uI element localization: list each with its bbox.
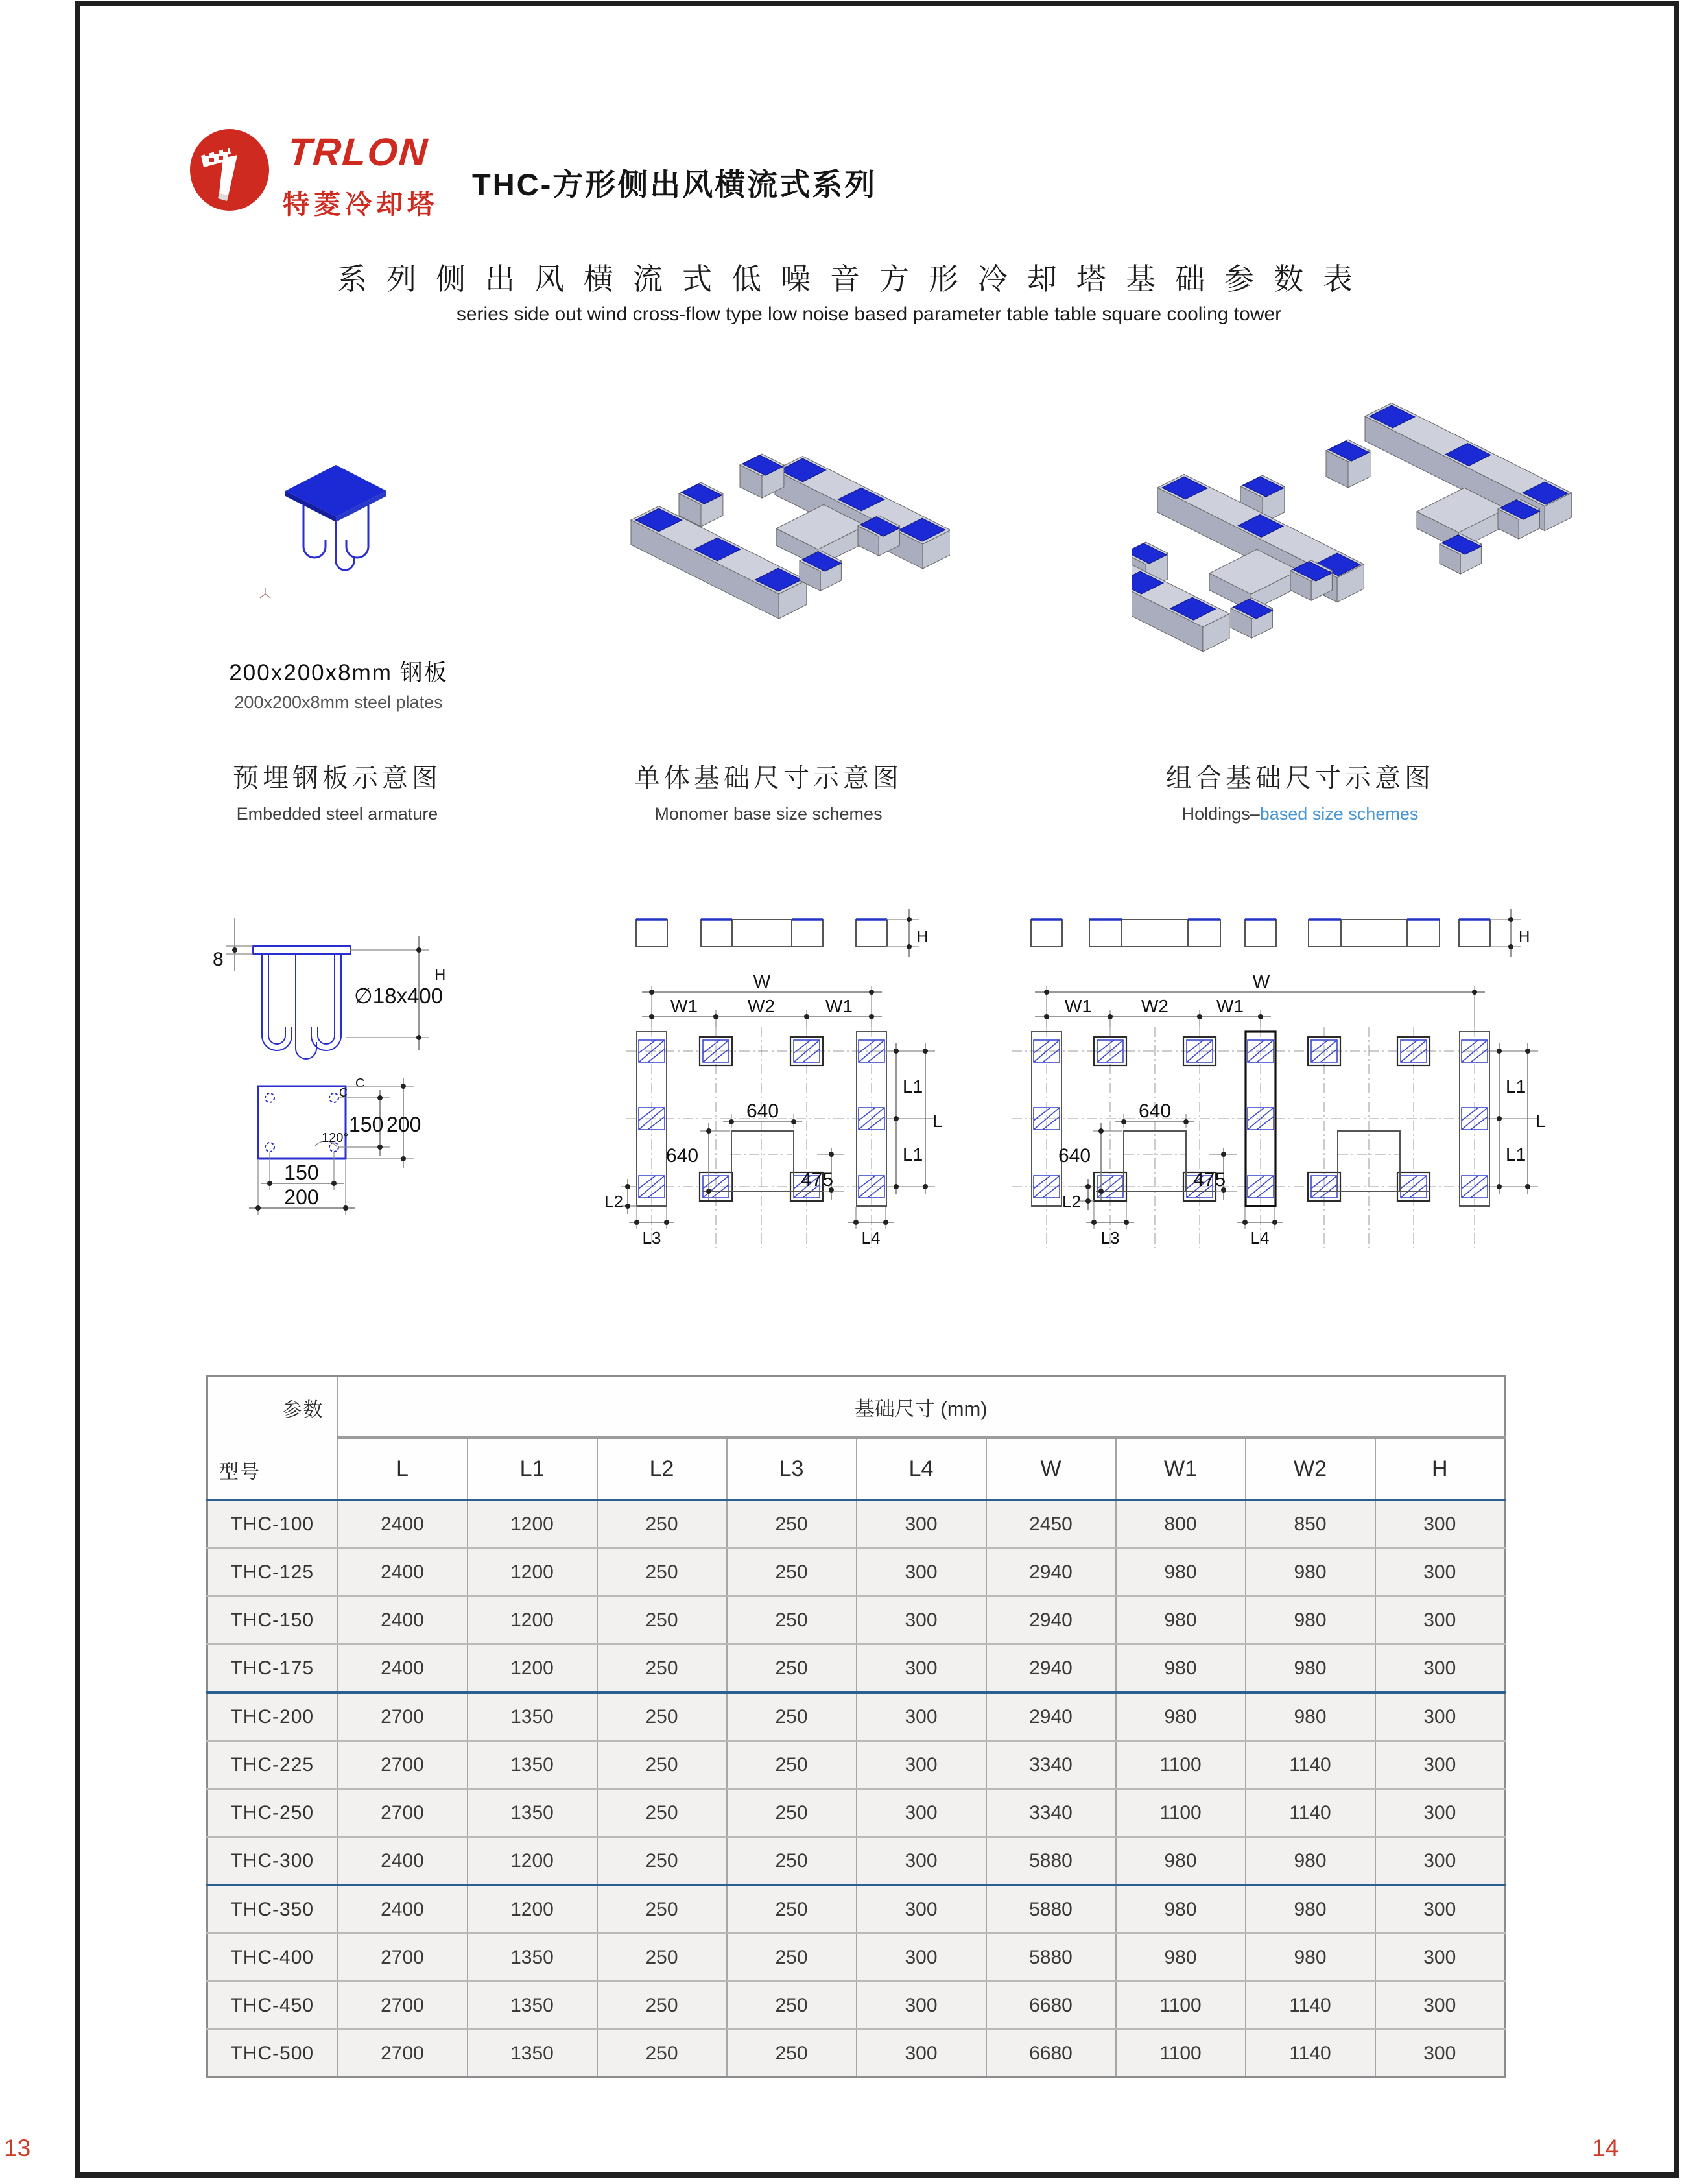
value-cell: 1350 <box>468 1692 597 1741</box>
value-cell: 1200 <box>468 1549 597 1596</box>
dim-w1-right: W1 <box>1216 996 1244 1016</box>
corner-label-model: 型号 <box>219 1462 261 1483</box>
value-cell: 1100 <box>1116 1789 1246 1837</box>
value-cell: 3340 <box>986 1741 1116 1789</box>
col-header-W2: W2 <box>1246 1438 1375 1500</box>
value-cell: 300 <box>1375 1789 1505 1837</box>
value-cell: 300 <box>1375 1837 1505 1886</box>
value-cell: 250 <box>597 1789 727 1837</box>
combo-plan-dimensions <box>1035 909 1546 1248</box>
model-cell: THC-225 <box>207 1741 338 1789</box>
dim-strip-h: H <box>917 928 929 945</box>
value-cell: 250 <box>727 1644 857 1693</box>
value-cell: 1200 <box>468 1837 597 1886</box>
dim-l1-lower: L1 <box>1506 1145 1526 1165</box>
value-cell: 2400 <box>338 1837 468 1886</box>
value-cell: 2400 <box>338 1644 468 1693</box>
value-cell: 980 <box>1116 1596 1246 1644</box>
monomer-base-isometric <box>613 418 950 626</box>
col-header-L: L <box>338 1438 468 1500</box>
dim-475: 475 <box>800 1169 834 1191</box>
brand-text: TRLON <box>286 130 430 174</box>
value-cell: 1200 <box>468 1644 597 1693</box>
value-cell: 2400 <box>338 1885 468 1934</box>
value-cell: 300 <box>1375 2030 1505 2078</box>
value-cell: 2700 <box>338 1741 468 1789</box>
value-cell: 1350 <box>468 1789 597 1837</box>
dim-w: W <box>1252 971 1270 991</box>
iso-block <box>631 506 807 619</box>
value-cell: 980 <box>1116 1837 1246 1886</box>
dim-side-200: 200 <box>386 1113 421 1136</box>
value-cell: 1140 <box>1246 1982 1375 2030</box>
model-cell: THC-450 <box>207 1982 338 2030</box>
combined-base-plan-drawing <box>992 895 1589 1258</box>
mono-figure-label-en: Monomer base size schemes <box>654 804 883 824</box>
value-cell: 2400 <box>338 1549 468 1596</box>
plate-figure-label-cn: 预埋钢板示意图 <box>233 764 442 792</box>
value-cell: 250 <box>597 1692 727 1741</box>
value-cell: 1200 <box>468 1885 597 1934</box>
value-cell: 5880 <box>986 1885 1116 1934</box>
value-cell: 300 <box>857 1692 986 1741</box>
table-column-header-row <box>207 1438 1505 1500</box>
page-number-right: 14 <box>1592 2135 1619 2161</box>
value-cell: 250 <box>727 1692 857 1741</box>
value-cell: 300 <box>857 1596 986 1644</box>
table-row <box>207 1885 1505 1934</box>
value-cell: 850 <box>1246 1500 1375 1549</box>
value-cell: 6680 <box>986 2030 1116 2078</box>
dim-w1-left: W1 <box>1065 996 1092 1016</box>
dim-l3: L3 <box>642 1228 661 1248</box>
value-cell: 300 <box>857 1644 986 1693</box>
value-cell: 980 <box>1246 1549 1375 1596</box>
value-cell: 300 <box>1375 1885 1505 1934</box>
weld-c1: C <box>355 1076 365 1091</box>
value-cell: 2940 <box>986 1549 1116 1596</box>
value-cell: 2400 <box>338 1500 468 1549</box>
value-cell: 3340 <box>986 1789 1116 1837</box>
mono-plan-dimensions <box>604 909 943 1248</box>
dim-w1-left: W1 <box>670 996 698 1016</box>
value-cell: 300 <box>857 1982 986 2030</box>
value-cell: 980 <box>1246 1644 1375 1693</box>
embedded-plate-detail-drawing <box>188 898 512 1287</box>
value-cell: 1100 <box>1116 2030 1246 2078</box>
col-header-W1: W1 <box>1116 1438 1246 1500</box>
dim-l2: L2 <box>1062 1192 1081 1211</box>
model-cell: THC-250 <box>207 1789 338 1837</box>
value-cell: 250 <box>597 1934 727 1982</box>
model-cell: THC-500 <box>207 2030 338 2078</box>
model-cell: THC-125 <box>207 1549 338 1596</box>
value-cell: 1140 <box>1246 1741 1375 1789</box>
value-cell: 1350 <box>468 1982 597 2030</box>
value-cell: 980 <box>1246 1837 1375 1886</box>
value-cell: 2700 <box>338 1692 468 1741</box>
col-header-L1: L1 <box>468 1438 597 1500</box>
combined-base-isometric <box>1132 379 1585 652</box>
value-cell: 250 <box>727 1982 857 2030</box>
value-cell: 250 <box>597 1549 727 1596</box>
dim-bottom-150: 150 <box>284 1161 319 1184</box>
table-row <box>207 1549 1505 1596</box>
table-row <box>207 1837 1505 1886</box>
value-cell: 250 <box>727 2030 857 2078</box>
value-cell: 250 <box>597 2030 727 2078</box>
value-cell: 980 <box>1246 1596 1375 1644</box>
value-cell: 1140 <box>1246 2030 1375 2078</box>
dim-475: 475 <box>1192 1169 1226 1191</box>
dim-w1-right: W1 <box>825 996 853 1016</box>
value-cell: 300 <box>1375 1549 1505 1596</box>
value-cell: 250 <box>597 1596 727 1644</box>
value-cell: 300 <box>1375 1741 1505 1789</box>
dim-l1-upper: L1 <box>1506 1076 1526 1097</box>
value-cell: 250 <box>597 1837 727 1886</box>
value-cell: 300 <box>857 1837 986 1886</box>
dim-l: L <box>1536 1111 1546 1131</box>
value-cell: 300 <box>857 1789 986 1837</box>
value-cell: 250 <box>727 1789 857 1837</box>
value-cell: 250 <box>597 1644 727 1693</box>
dim-w2: W2 <box>1141 996 1168 1016</box>
value-cell: 980 <box>1116 1644 1246 1693</box>
value-cell: 250 <box>597 1885 727 1934</box>
value-cell: 300 <box>857 1549 986 1596</box>
corner-label-parameter: 参数 <box>282 1399 324 1421</box>
monomer-base-plan-drawing <box>603 895 966 1258</box>
value-cell: 300 <box>1375 1982 1505 2030</box>
value-cell: 250 <box>727 1500 857 1549</box>
value-cell: 1350 <box>468 2030 597 2078</box>
value-cell: 2940 <box>986 1692 1116 1741</box>
series-subtitle-en: series side out wind cross-flow type low noise based parameter table table square cooling tower <box>456 303 1282 325</box>
model-cell: THC-200 <box>207 1692 338 1741</box>
plate-figure-label-en: Embedded steel armature <box>236 804 438 824</box>
value-cell: 2450 <box>986 1500 1116 1549</box>
value-cell: 980 <box>1246 1885 1375 1934</box>
dim-l3: L3 <box>1100 1228 1120 1248</box>
dim-l4: L4 <box>861 1228 881 1248</box>
dim-l1-upper: L1 <box>903 1076 923 1097</box>
value-cell: 250 <box>727 1741 857 1789</box>
model-cell: THC-150 <box>207 1596 338 1644</box>
dim-l2: L2 <box>604 1192 623 1211</box>
dim-anchor: ∅18x400 <box>354 984 444 1008</box>
model-cell: THC-175 <box>207 1644 338 1693</box>
value-cell: 2700 <box>338 1982 468 2030</box>
dim-640-left: 640 <box>1058 1145 1091 1167</box>
dim-8: 8 <box>213 949 224 970</box>
dim-l1-lower: L1 <box>903 1145 923 1165</box>
value-cell: 300 <box>857 1885 986 1934</box>
dim-w2: W2 <box>748 996 775 1016</box>
value-cell: 300 <box>1375 1692 1505 1741</box>
value-cell: 250 <box>597 1741 727 1789</box>
dim-side-150: 150 <box>349 1113 384 1136</box>
value-cell: 1350 <box>468 1934 597 1982</box>
value-cell: 980 <box>1116 1885 1246 1934</box>
model-cell: THC-350 <box>207 1885 338 1934</box>
table-corner-cell <box>207 1376 338 1501</box>
value-cell: 1350 <box>468 1741 597 1789</box>
value-cell: 2940 <box>986 1596 1116 1644</box>
combo-label-en-suffix: based size schemes <box>1259 804 1419 824</box>
dim-640-top: 640 <box>1138 1100 1172 1122</box>
value-cell: 300 <box>857 1741 986 1789</box>
model-cell: THC-300 <box>207 1837 338 1886</box>
value-cell: 1100 <box>1116 1982 1246 2030</box>
table-row <box>207 1596 1505 1644</box>
trlon-logo-icon <box>189 128 270 211</box>
value-cell: 300 <box>1375 1596 1505 1644</box>
page-number-left: 13 <box>4 2135 31 2161</box>
col-header-L2: L2 <box>597 1438 727 1500</box>
series-subtitle-cn: 系列侧出风横流式低噪音方形冷却塔基础参数表 <box>337 262 1372 296</box>
table-row <box>207 1692 1505 1741</box>
value-cell: 980 <box>1246 1692 1375 1741</box>
value-cell: 1100 <box>1116 1741 1246 1789</box>
value-cell: 300 <box>857 2030 986 2078</box>
value-cell: 250 <box>727 1837 857 1886</box>
value-cell: 2400 <box>338 1596 468 1644</box>
dim-l: L <box>932 1111 943 1131</box>
dim-bottom-200: 200 <box>284 1185 319 1209</box>
value-cell: 250 <box>727 1596 857 1644</box>
axis-marker-icon <box>258 587 272 601</box>
foundation-spec-table <box>206 1375 1506 2078</box>
table-row <box>207 1500 1505 1549</box>
value-cell: 2940 <box>986 1644 1116 1693</box>
table-row <box>207 2030 1505 2078</box>
dim-640-top: 640 <box>746 1100 779 1122</box>
dim-w: W <box>753 971 771 991</box>
col-header-L4: L4 <box>857 1438 986 1500</box>
value-cell: 980 <box>1246 1934 1375 1982</box>
value-cell: 250 <box>727 1934 857 1982</box>
value-cell: 2700 <box>338 2030 468 2078</box>
table-row <box>207 1934 1505 1982</box>
table-group-header: 基础尺寸 (mm) <box>338 1376 1505 1438</box>
plate-caption-en: 200x200x8mm steel plates <box>234 693 443 712</box>
dim-strip-h: H <box>1519 928 1530 945</box>
value-cell: 1140 <box>1246 1789 1375 1837</box>
dim-angle: 120° <box>322 1131 349 1145</box>
value-cell: 300 <box>1375 1644 1505 1693</box>
model-cell: THC-400 <box>207 1934 338 1982</box>
col-header-L3: L3 <box>727 1438 857 1500</box>
value-cell: 250 <box>727 1549 857 1596</box>
value-cell: 980 <box>1116 1934 1246 1982</box>
table-row <box>207 1741 1505 1789</box>
page-title: THC-方形侧出风横流式系列 <box>472 167 877 202</box>
brand-cn-text: 特菱冷却塔 <box>283 189 438 219</box>
combo-figure-label-cn: 组合基础尺寸示意图 <box>1166 764 1434 792</box>
model-cell: THC-100 <box>207 1500 338 1549</box>
value-cell: 6680 <box>986 1982 1116 2030</box>
table-row <box>207 1982 1505 2030</box>
value-cell: 5880 <box>986 1934 1116 1982</box>
table-row <box>207 1789 1505 1837</box>
value-cell: 5880 <box>986 1837 1116 1886</box>
combo-label-en-prefix: Holdings– <box>1181 804 1260 824</box>
embedded-plate-icon <box>284 464 388 593</box>
iso-block <box>1326 440 1370 488</box>
value-cell: 300 <box>857 1934 986 1982</box>
value-cell: 1200 <box>468 1596 597 1644</box>
value-cell: 1200 <box>468 1500 597 1549</box>
dim-640-left: 640 <box>665 1145 699 1167</box>
value-cell: 250 <box>597 1982 727 2030</box>
value-cell: 250 <box>727 1885 857 1934</box>
combo-figure-label-en <box>1157 804 1443 824</box>
value-cell: 250 <box>597 1500 727 1549</box>
dim-l4: L4 <box>1250 1228 1270 1248</box>
mono-figure-label-cn: 单体基础尺寸示意图 <box>634 764 903 792</box>
col-header-H: H <box>1375 1438 1505 1500</box>
value-cell: 980 <box>1116 1549 1246 1596</box>
value-cell: 800 <box>1116 1500 1246 1549</box>
weld-c2: C <box>339 1086 348 1099</box>
value-cell: 300 <box>1375 1934 1505 1982</box>
table-row <box>207 1644 1505 1693</box>
col-header-W: W <box>986 1438 1116 1500</box>
value-cell: 980 <box>1116 1692 1246 1741</box>
value-cell: 300 <box>1375 1500 1505 1549</box>
plate-caption-cn: 200x200x8mm 钢板 <box>229 660 448 685</box>
dim-h: H <box>434 966 446 984</box>
table-body <box>207 1500 1505 2078</box>
value-cell: 300 <box>857 1500 986 1549</box>
value-cell: 2700 <box>338 1934 468 1982</box>
value-cell: 2700 <box>338 1789 468 1837</box>
